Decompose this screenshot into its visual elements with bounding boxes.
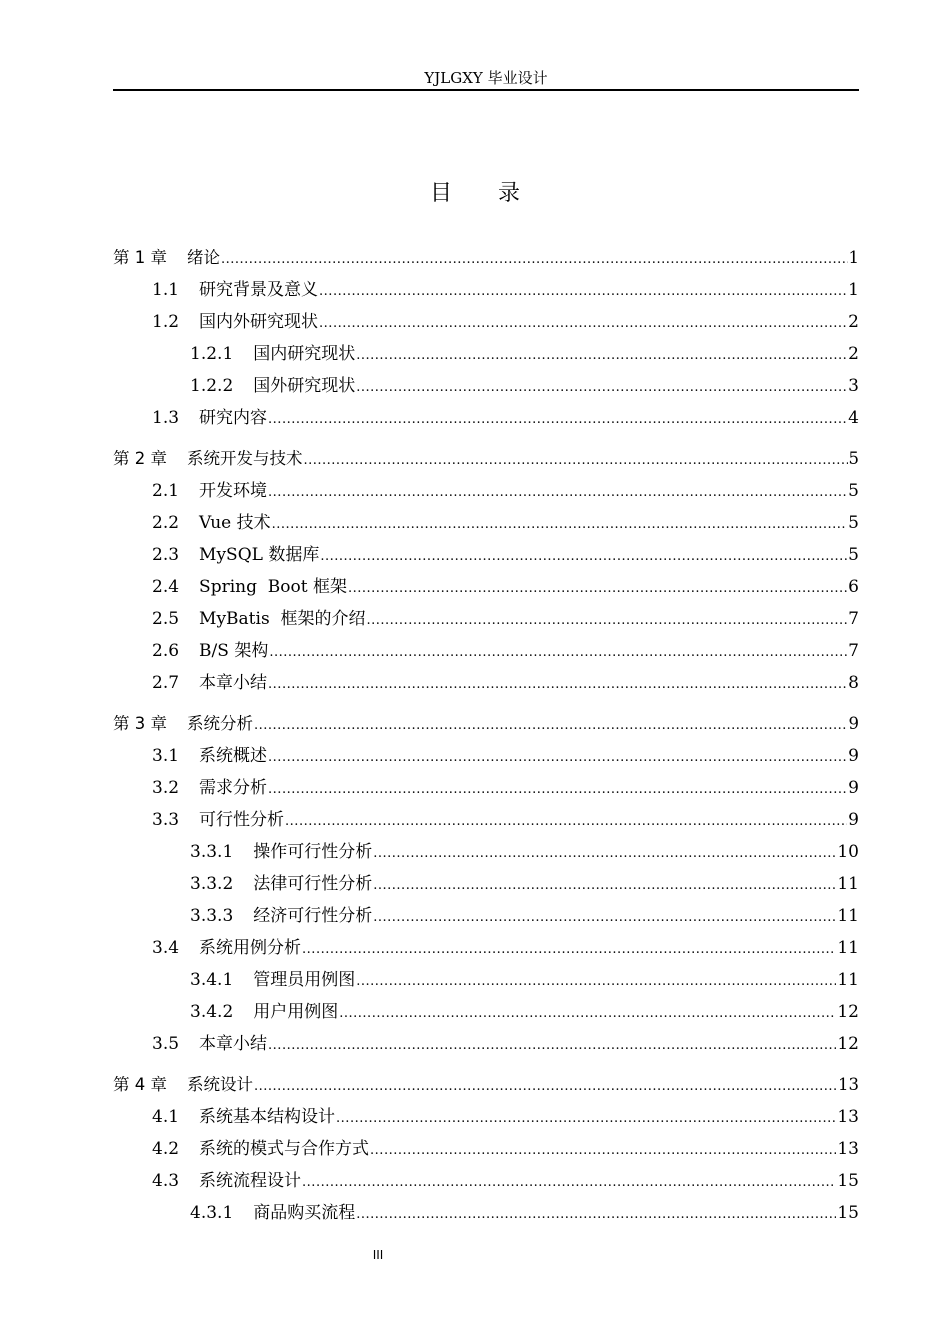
toc-entry-number: 3.3 bbox=[152, 810, 180, 830]
toc-entry[interactable] bbox=[190, 1201, 859, 1225]
toc-dot-leader bbox=[319, 312, 847, 336]
toc-dot-leader bbox=[304, 449, 848, 473]
toc-entry-number: 1.3 bbox=[152, 408, 180, 428]
toc-dot-leader bbox=[320, 545, 847, 569]
toc-dot-leader bbox=[348, 577, 847, 601]
toc-entry-number: 2.1 bbox=[152, 481, 180, 501]
toc-entry-page: 9 bbox=[848, 714, 859, 733]
toc-entry-page: 13 bbox=[838, 1075, 859, 1094]
toc-entry-title: 本章小结 bbox=[199, 673, 268, 693]
toc-entry-title: MySQL 数据库 bbox=[199, 545, 320, 565]
toc-entry-page: 7 bbox=[848, 609, 859, 629]
toc-dot-leader bbox=[254, 714, 848, 738]
toc-entry-number: 4.2 bbox=[152, 1139, 180, 1159]
toc-entry-title: 经济可行性分析 bbox=[253, 906, 373, 926]
toc-entry[interactable] bbox=[113, 246, 859, 270]
toc-dot-leader bbox=[254, 1075, 837, 1099]
toc-entry[interactable] bbox=[152, 543, 859, 567]
toc-entry-title: B/S 架构 bbox=[199, 641, 269, 661]
toc-entry-number: 第 4 章 bbox=[113, 1075, 167, 1094]
toc-entry-number: 1.1 bbox=[152, 280, 180, 300]
toc-entry-number: 1.2 bbox=[152, 312, 180, 332]
toc-entry-page: 15 bbox=[837, 1171, 859, 1191]
toc-entry-page: 5 bbox=[848, 513, 859, 533]
toc-entry-title: 本章小结 bbox=[199, 1034, 268, 1054]
toc-entry-number: 1.2.1 bbox=[190, 344, 234, 364]
toc-entry[interactable] bbox=[190, 342, 859, 366]
toc-entry-title: 绪论 bbox=[187, 248, 220, 267]
page-number: III bbox=[372, 1248, 384, 1262]
toc-entry[interactable] bbox=[113, 447, 859, 471]
toc-entry-number: 3.1 bbox=[152, 746, 180, 766]
toc-entry-page: 11 bbox=[837, 970, 859, 990]
page-header bbox=[113, 68, 859, 91]
toc-entry-title: Spring Boot 框架 bbox=[199, 577, 347, 597]
toc-entry-title: 系统的模式与合作方式 bbox=[199, 1139, 370, 1159]
toc-entry-number: 第 1 章 bbox=[113, 248, 167, 267]
toc-entry-title: 系统开发与技术 bbox=[187, 449, 303, 468]
toc-entry-page: 9 bbox=[848, 810, 859, 830]
toc-entry[interactable] bbox=[152, 744, 859, 768]
toc-entry-title: 系统分析 bbox=[187, 714, 253, 733]
toc-entry-page: 2 bbox=[848, 344, 859, 364]
toc-entry-number: 3.4 bbox=[152, 938, 180, 958]
toc-entry-title: 研究内容 bbox=[199, 408, 268, 428]
toc-entry-number: 3.4.1 bbox=[190, 970, 234, 990]
toc-entry-number: 2.6 bbox=[152, 641, 180, 661]
toc-entry-title: 系统用例分析 bbox=[199, 938, 302, 958]
toc-entry-page: 11 bbox=[837, 874, 859, 894]
toc-entry[interactable] bbox=[152, 575, 859, 599]
toc-dot-leader bbox=[268, 746, 847, 770]
toc-entry-number: 4.3 bbox=[152, 1171, 180, 1191]
toc-entry-title: 商品购买流程 bbox=[253, 1203, 356, 1223]
toc-entry-number: 2.5 bbox=[152, 609, 180, 629]
toc-entry-page: 4 bbox=[848, 408, 859, 428]
toc-entry-page: 1 bbox=[848, 248, 859, 267]
toc-dot-leader bbox=[336, 1107, 836, 1131]
toc-entry-number: 4.1 bbox=[152, 1107, 180, 1127]
toc-entry-number: 3.5 bbox=[152, 1034, 180, 1054]
toc-dot-leader bbox=[268, 673, 847, 697]
toc-dot-leader bbox=[268, 1034, 836, 1058]
toc-dot-leader bbox=[285, 810, 847, 834]
toc-dot-leader bbox=[268, 408, 847, 432]
toc-entry-title: 研究背景及意义 bbox=[199, 280, 319, 300]
toc-entry[interactable] bbox=[152, 511, 859, 535]
toc-entry-page: 1 bbox=[848, 280, 859, 300]
toc-entry[interactable] bbox=[152, 607, 859, 631]
toc-entry[interactable] bbox=[152, 1105, 859, 1129]
toc-entry-number: 1.2.2 bbox=[190, 376, 234, 396]
toc-entry-title: 法律可行性分析 bbox=[253, 874, 373, 894]
toc-entry-page: 10 bbox=[837, 842, 859, 862]
toc-entry-page: 13 bbox=[837, 1139, 859, 1159]
toc-entry-page: 9 bbox=[848, 746, 859, 766]
toc-entry-title: 开发环境 bbox=[199, 481, 268, 501]
toc-entry-number: 3.4.2 bbox=[190, 1002, 234, 1022]
toc-entry[interactable] bbox=[190, 904, 859, 928]
toc-entry-number: 3.3.3 bbox=[190, 906, 234, 926]
toc-entry[interactable] bbox=[152, 808, 859, 832]
toc-entry-page: 2 bbox=[848, 312, 859, 332]
toc-entry[interactable] bbox=[113, 712, 859, 736]
toc-entry-page: 13 bbox=[837, 1107, 859, 1127]
toc-entry-title: 国内外研究现状 bbox=[199, 312, 319, 332]
toc-dot-leader bbox=[367, 609, 848, 633]
toc-dot-leader bbox=[373, 874, 836, 898]
toc-entry[interactable] bbox=[152, 1032, 859, 1056]
toc-entry[interactable] bbox=[190, 968, 859, 992]
toc-entry-title: 管理员用例图 bbox=[253, 970, 356, 990]
toc-dot-leader bbox=[356, 970, 836, 994]
toc-dot-leader bbox=[356, 344, 847, 368]
toc-entry-number: 2.3 bbox=[152, 545, 180, 565]
toc-entry[interactable] bbox=[190, 840, 859, 864]
toc-entry-page: 6 bbox=[848, 577, 859, 597]
toc-entry[interactable] bbox=[190, 1000, 859, 1024]
toc-entry-title: 系统设计 bbox=[187, 1075, 253, 1094]
toc-entry-page: 12 bbox=[837, 1034, 859, 1054]
toc-entry[interactable] bbox=[152, 406, 859, 430]
toc-entry[interactable] bbox=[190, 374, 859, 398]
toc-entry-number: 3.3.1 bbox=[190, 842, 234, 862]
toc-dot-leader bbox=[268, 481, 847, 505]
toc-dot-leader bbox=[356, 1203, 836, 1227]
toc-dot-leader bbox=[268, 778, 847, 802]
toc-dot-leader bbox=[221, 248, 848, 272]
toc-entry-page: 5 bbox=[848, 481, 859, 501]
toc-entry-title: 系统概述 bbox=[199, 746, 268, 766]
toc-entry-title: 需求分析 bbox=[199, 778, 268, 798]
toc-entry-page: 11 bbox=[837, 906, 859, 926]
toc-entry-number: 3.3.2 bbox=[190, 874, 234, 894]
toc-entry[interactable] bbox=[152, 776, 859, 800]
toc-entry[interactable] bbox=[152, 479, 859, 503]
toc-entry-title: 操作可行性分析 bbox=[253, 842, 373, 862]
toc-entry[interactable] bbox=[152, 310, 859, 334]
toc-entry-page: 3 bbox=[848, 376, 859, 396]
toc-entry-page: 12 bbox=[837, 1002, 859, 1022]
toc-entry[interactable] bbox=[152, 1137, 859, 1161]
toc-dot-leader bbox=[356, 376, 847, 400]
toc-entry-page: 11 bbox=[837, 938, 859, 958]
toc-entry-title: 可行性分析 bbox=[199, 810, 285, 830]
toc-dot-leader bbox=[319, 280, 847, 304]
toc-entry-page: 9 bbox=[848, 778, 859, 798]
toc-entry[interactable] bbox=[152, 278, 859, 302]
toc-dot-leader bbox=[302, 1171, 836, 1195]
toc-dot-leader bbox=[373, 906, 836, 930]
toc-entry-page: 5 bbox=[848, 449, 859, 468]
toc-entry[interactable] bbox=[152, 671, 859, 695]
toc-entry-number: 2.4 bbox=[152, 577, 180, 597]
toc-entry-number: 第 3 章 bbox=[113, 714, 167, 733]
toc-entry-title: 系统基本结构设计 bbox=[199, 1107, 336, 1127]
toc-entry[interactable] bbox=[152, 639, 859, 663]
toc-entry-page: 7 bbox=[848, 641, 859, 661]
toc-entry-page: 8 bbox=[848, 673, 859, 693]
toc-dot-leader bbox=[269, 641, 847, 665]
toc-dot-leader bbox=[302, 938, 836, 962]
toc-entry-page: 5 bbox=[848, 545, 859, 565]
toc-title: 目录 bbox=[429, 181, 566, 206]
toc-entry[interactable] bbox=[113, 1073, 859, 1097]
toc-entry-number: 第 2 章 bbox=[113, 449, 167, 468]
toc-entry-title: 用户用例图 bbox=[253, 1002, 339, 1022]
toc-entry-page: 15 bbox=[837, 1203, 859, 1223]
toc-entry-number: 3.2 bbox=[152, 778, 180, 798]
toc-dot-leader bbox=[373, 842, 836, 866]
toc-entry-number: 2.2 bbox=[152, 513, 180, 533]
toc-dot-leader bbox=[370, 1139, 836, 1163]
toc-entry-title: 国外研究现状 bbox=[253, 376, 356, 396]
toc-entry-number: 2.7 bbox=[152, 673, 180, 693]
toc-entry[interactable] bbox=[190, 872, 859, 896]
toc-entry[interactable] bbox=[152, 936, 859, 960]
toc-dot-leader bbox=[339, 1002, 836, 1026]
toc-entry-number: 4.3.1 bbox=[190, 1203, 234, 1223]
toc-dot-leader bbox=[272, 513, 848, 537]
header-text: YJLGXY 毕业设计 bbox=[424, 69, 548, 87]
toc-entry-title: Vue 技术 bbox=[199, 513, 271, 533]
toc-entry[interactable] bbox=[152, 1169, 859, 1193]
toc-entry-title: MyBatis 框架的介绍 bbox=[199, 609, 366, 629]
toc-entry-title: 国内研究现状 bbox=[253, 344, 356, 364]
toc-entry-title: 系统流程设计 bbox=[199, 1171, 302, 1191]
